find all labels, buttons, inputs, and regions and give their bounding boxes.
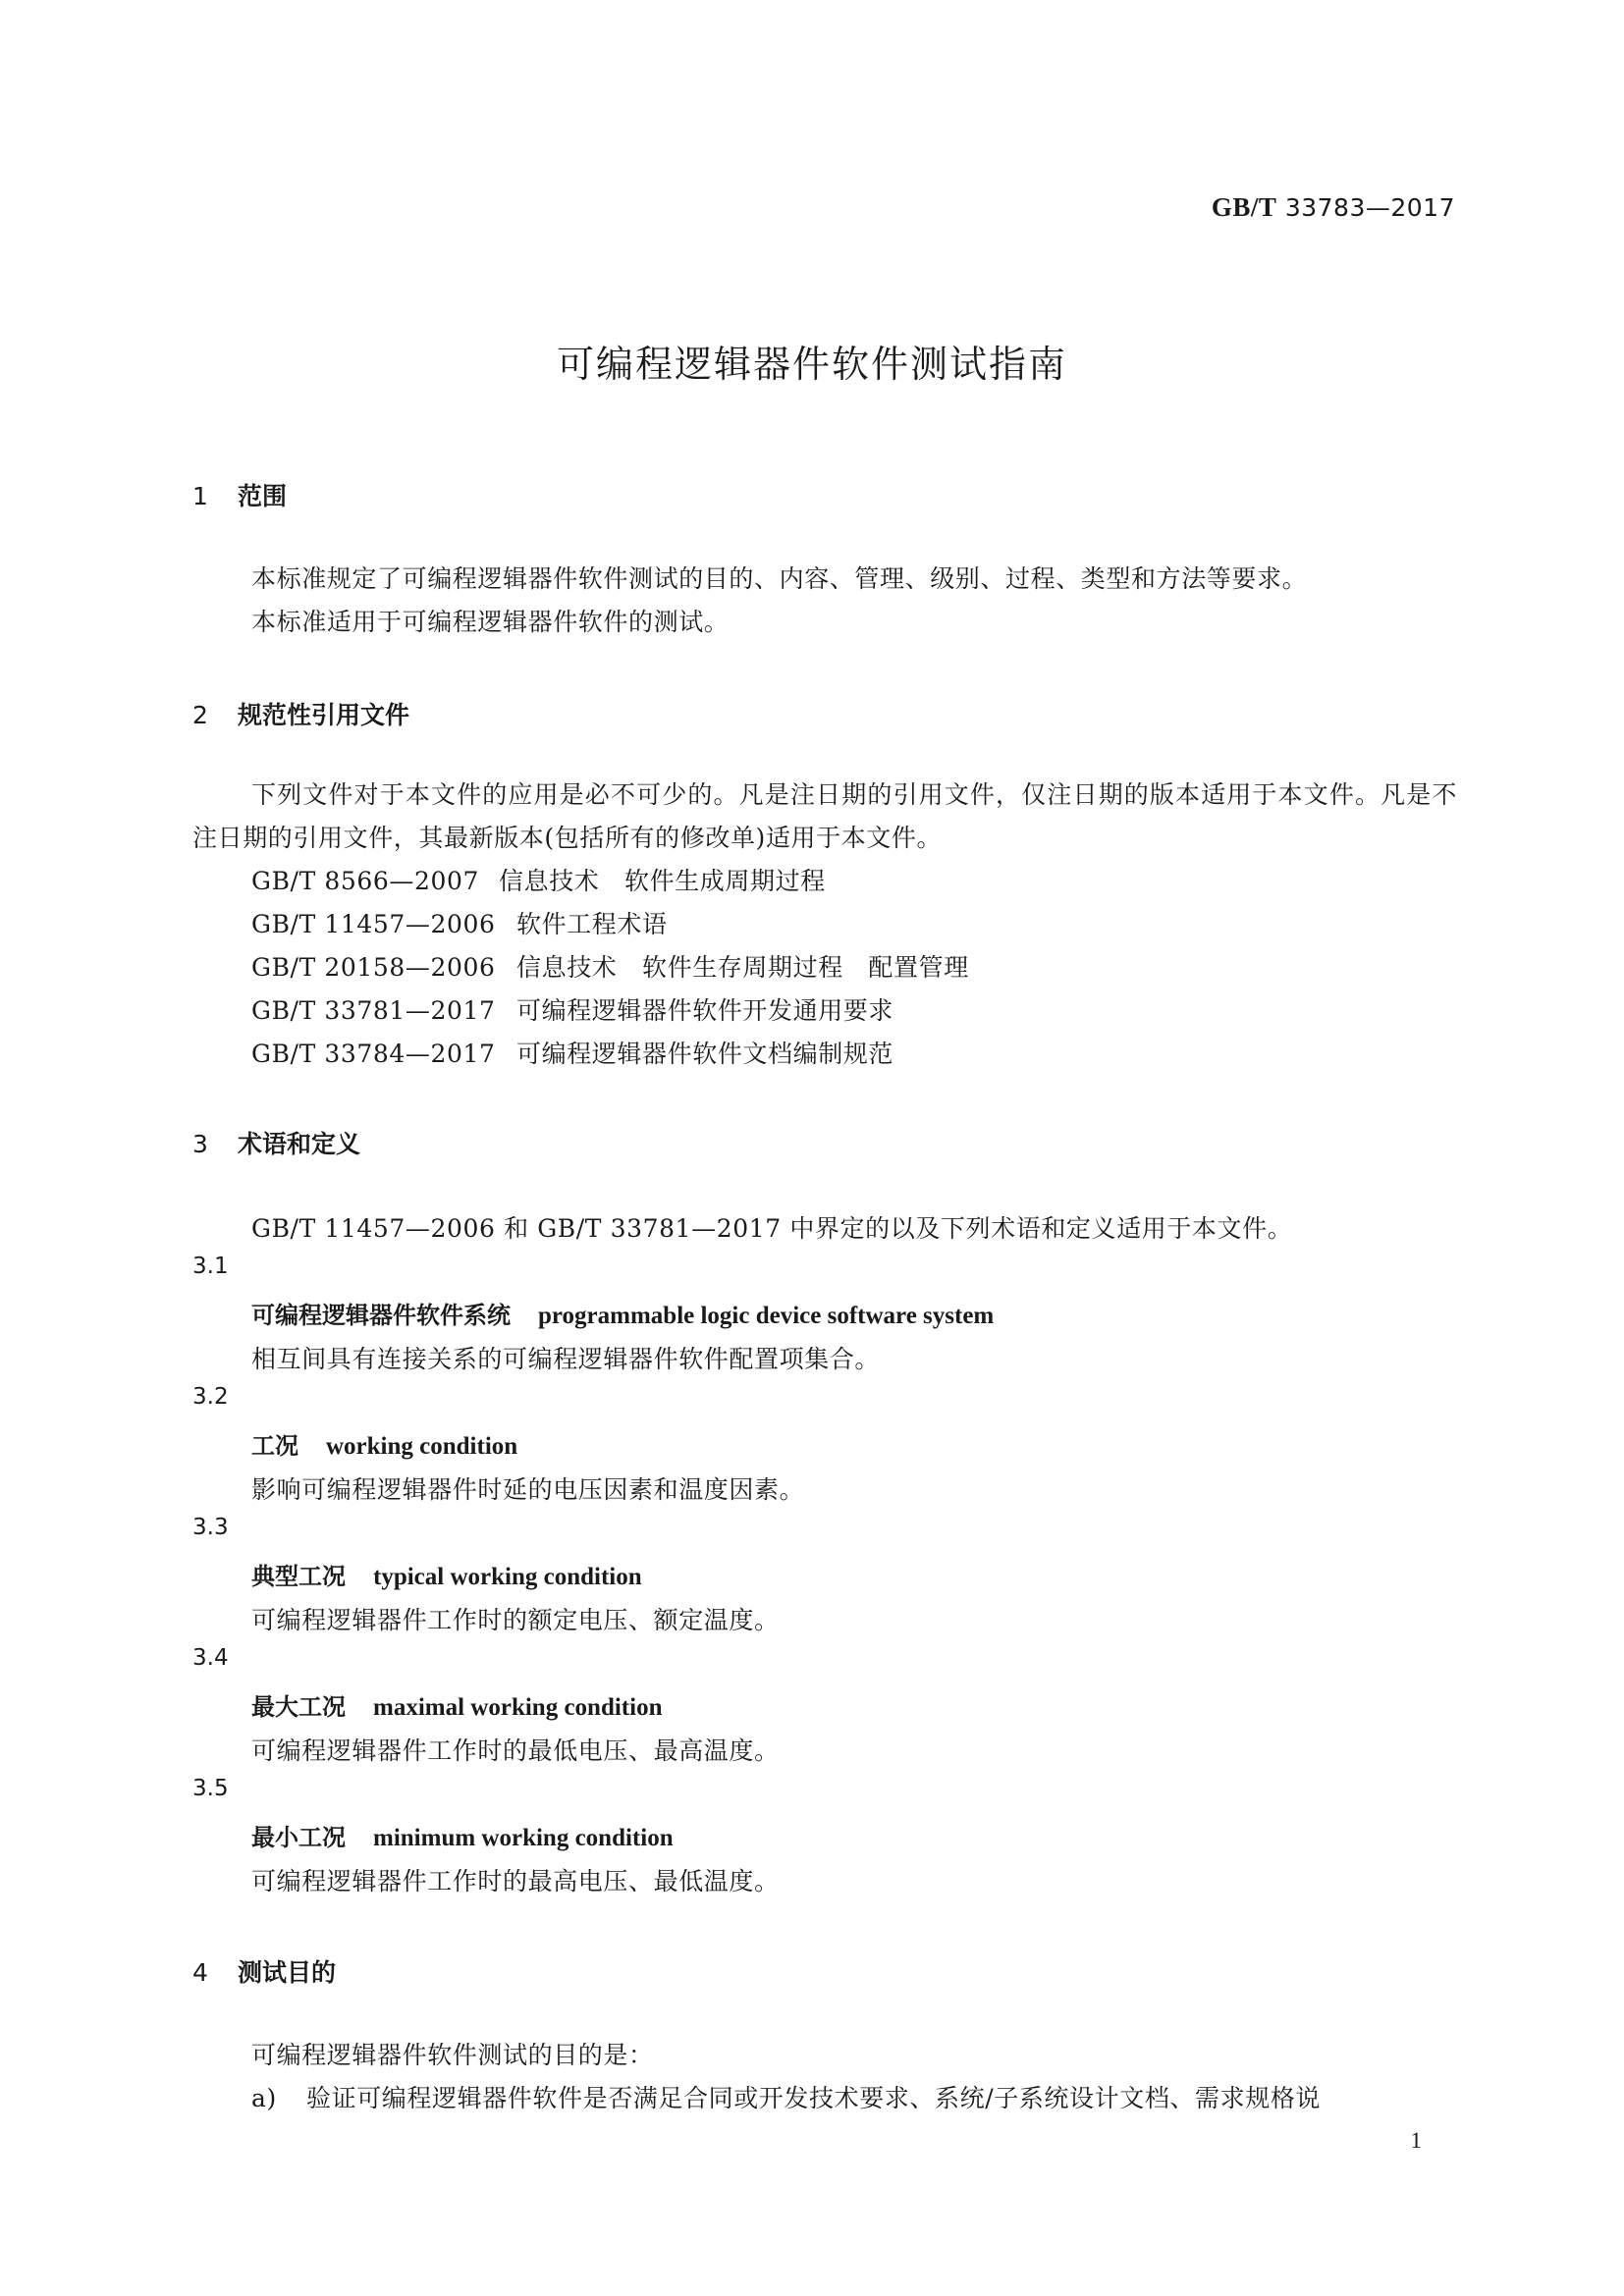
term-en: minimum working condition: [373, 1825, 674, 1851]
term-entry: [251, 1687, 662, 1722]
term-entry: [251, 1296, 994, 1330]
reference-code: GB/T 8566—2007: [251, 867, 480, 895]
reference-code: GB/T 33784—2017: [251, 1040, 496, 1068]
standard-code-prefix: GB/T: [1211, 192, 1277, 222]
paragraph: 本标准适用于可编程逻辑器件软件的测试。: [251, 608, 730, 636]
reference-title: 信息技术 软件生成周期过程: [499, 867, 826, 895]
term-en: working condition: [326, 1433, 518, 1460]
standard-code-number: 33783—2017: [1284, 193, 1455, 222]
clause-number: 3.1: [192, 1254, 229, 1279]
reference-item: [251, 991, 893, 1027]
reference-item: [251, 862, 826, 897]
term-zh: 最小工况: [251, 1824, 346, 1851]
reference-code: GB/T 20158—2006: [251, 953, 496, 982]
section-3-heading: [192, 1125, 360, 1160]
term-definition: 影响可编程逻辑器件时延的电压因素和温度因素。: [251, 1475, 805, 1504]
list-item-text: 验证可编程逻辑器件软件是否满足合同或开发技术要求、系统/子系统设计文档、需求规格说: [306, 2084, 1322, 2112]
reference-code: GB/T 11457—2006: [251, 910, 496, 938]
term-zh: 典型工况: [251, 1563, 346, 1590]
reference-title: 可编程逻辑器件软件文档编制规范: [516, 1040, 894, 1068]
term-definition: 可编程逻辑器件工作时的最低电压、最高温度。: [251, 1736, 780, 1765]
paragraph-references-intro: [192, 774, 1457, 860]
clause-number: 3.2: [192, 1384, 229, 1410]
reference-item: [251, 1035, 893, 1070]
term-entry: [251, 1426, 517, 1461]
term-definition: 可编程逻辑器件工作时的额定电压、额定温度。: [251, 1606, 780, 1634]
reference-item: [251, 948, 969, 984]
paragraph-terms-intro: GB/T 11457—2006 和 GB/T 33781—2017 中界定的以及下列术语和定义适用于本文件。: [251, 1214, 1293, 1243]
list-item: [251, 2079, 1321, 2114]
paragraph-text: 下列文件对于本文件的应用是必不可少的。凡是注日期的引用文件，仅注日期的版本适用于本文件。凡是不注日期的引用文件，其最新版本(包括所有的修改单)适用于本文件。: [192, 780, 1457, 852]
section-4-heading: [192, 1953, 336, 1989]
reference-title: 可编程逻辑器件软件开发通用要求: [516, 996, 894, 1025]
term-zh: 工况: [251, 1432, 298, 1460]
clause-number: 3.5: [192, 1776, 229, 1801]
term-zh: 最大工况: [251, 1693, 346, 1721]
section-1-heading: [192, 477, 287, 512]
section-title: 范围: [238, 482, 288, 510]
clause-number: 3.4: [192, 1645, 229, 1671]
standard-code: [1212, 192, 1455, 223]
document-title: 可编程逻辑器件软件测试指南: [556, 343, 1067, 386]
section-number: 4: [192, 1958, 208, 1987]
term-zh: 可编程逻辑器件软件系统: [251, 1302, 511, 1329]
section-number: 3: [192, 1130, 208, 1158]
section-2-heading: [192, 696, 409, 731]
section-title: 规范性引用文件: [238, 701, 410, 729]
section-number: 1: [192, 482, 208, 510]
term-entry: [251, 1818, 674, 1852]
section-title: 术语和定义: [238, 1130, 361, 1158]
section-number: 2: [192, 701, 208, 729]
paragraph: 可编程逻辑器件软件测试的目的是：: [251, 2041, 654, 2069]
term-entry: [251, 1557, 642, 1591]
reference-code: GB/T 33781—2017: [251, 996, 496, 1025]
term-definition: 相互间具有连接关系的可编程逻辑器件软件配置项集合。: [251, 1345, 881, 1373]
term-en: maximal working condition: [373, 1694, 663, 1721]
page-number: 1: [1410, 2128, 1422, 2153]
term-en: typical working condition: [373, 1564, 642, 1590]
reference-title: 软件工程术语: [516, 910, 668, 938]
clause-number: 3.3: [192, 1515, 229, 1540]
term-en: programmable logic device software system: [538, 1303, 995, 1329]
section-title: 测试目的: [238, 1958, 337, 1987]
term-definition: 可编程逻辑器件工作时的最高电压、最低温度。: [251, 1867, 780, 1896]
paragraph: 本标准规定了可编程逻辑器件软件测试的目的、内容、管理、级别、过程、类型和方法等要求。: [251, 564, 1308, 593]
list-item-label: a): [251, 2084, 277, 2112]
reference-title: 信息技术 软件生存周期过程 配置管理: [516, 953, 969, 982]
reference-item: [251, 905, 668, 940]
